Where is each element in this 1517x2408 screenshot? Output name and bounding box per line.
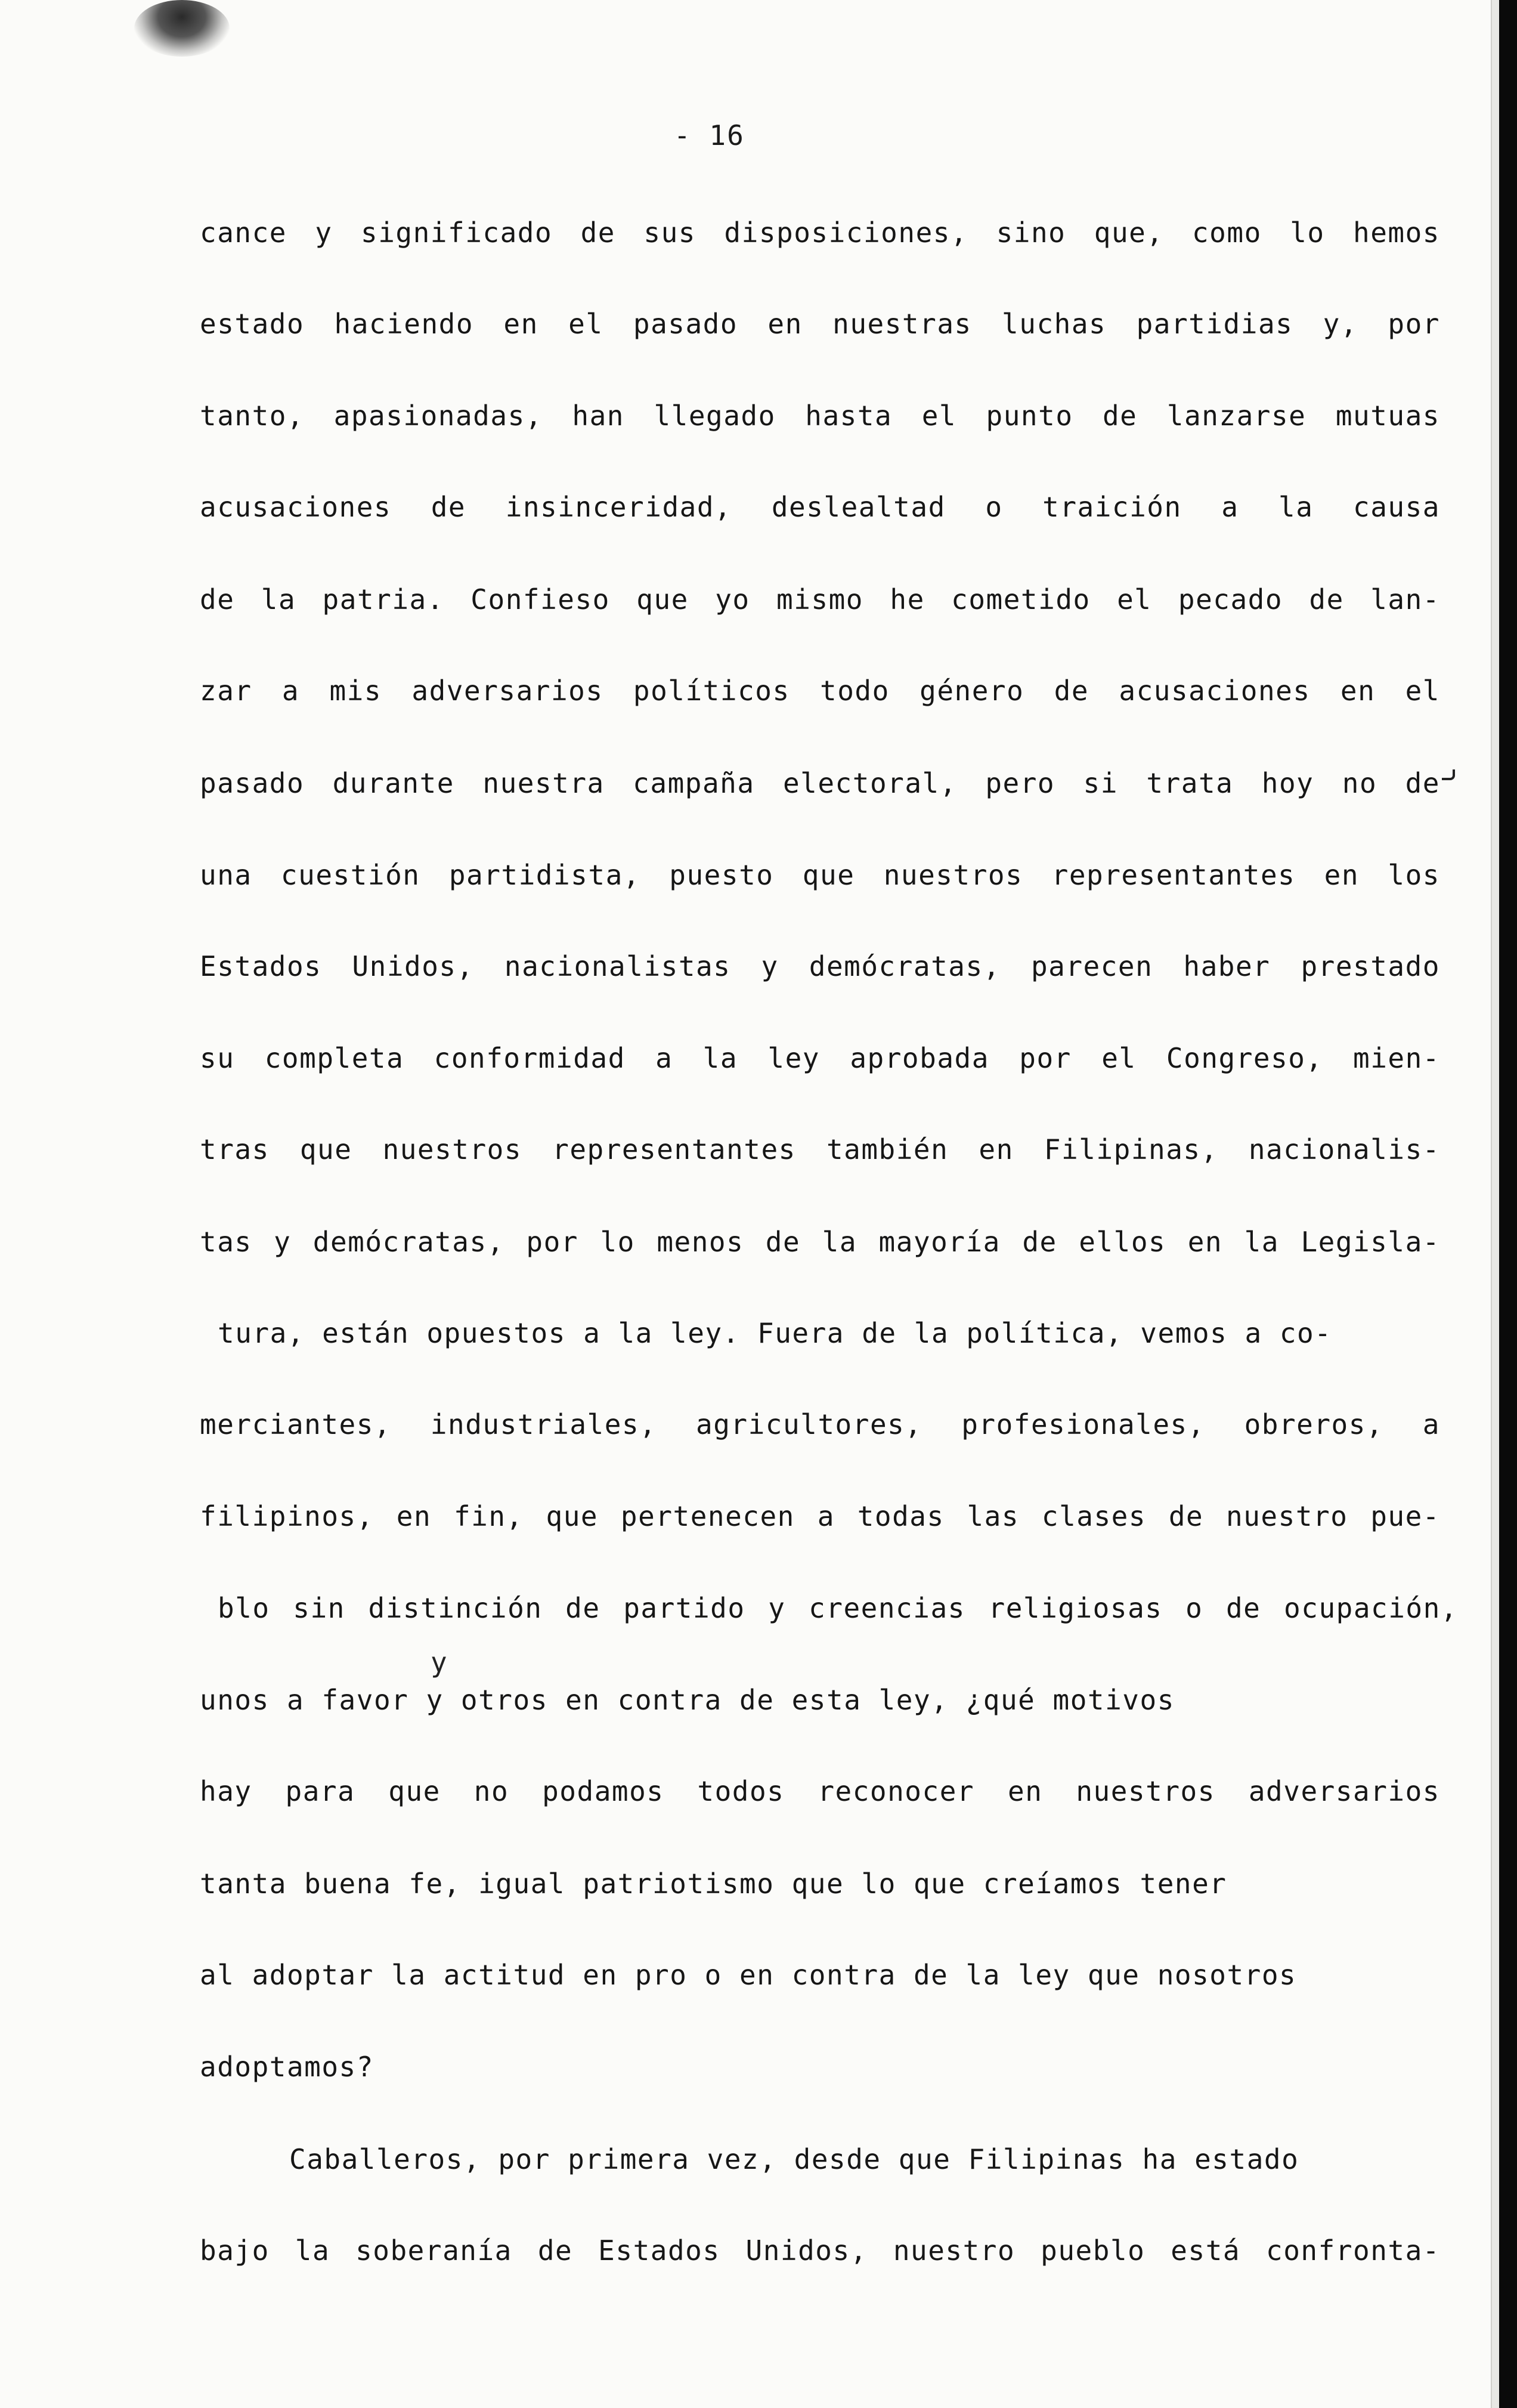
text-line: tura, están opuestos a la ley. Fuera de la política, vemos a co- xyxy=(218,1317,1332,1349)
text-line: de la patria. Confieso que yo mismo he cometido el pecado de lan- xyxy=(200,583,1440,616)
text-line: tras que nuestros representantes también en Filipinas, nacionalis- xyxy=(200,1133,1440,1166)
text-line: tanto, apasionadas, han llegado hasta el punto de lanzarse mutuas xyxy=(200,400,1440,432)
text-line: unos a favor y otros en contra de esta ley, ¿qué motivos xyxy=(200,1684,1175,1716)
ink-smudge xyxy=(134,0,230,57)
text-line: su completa conformidad a la ley aprobada por el Congreso, mien- xyxy=(200,1042,1440,1074)
text-line: acusaciones de insinceridad, deslealtad o traición a la causa xyxy=(200,491,1440,523)
text-line: blo sin distinción de partido y creencias religiosas o de ocupación, xyxy=(218,1592,1458,1624)
paragraph-start-line: Caballeros, por primera vez, desde que Filipinas ha estado xyxy=(289,2143,1299,2175)
text-line: adoptamos? xyxy=(200,2051,374,2083)
text-line: Estados Unidos, nacionalistas y demócratas, parecen haber prestado xyxy=(200,950,1440,982)
interlinear-insert: y xyxy=(431,1646,447,1679)
margin-mark xyxy=(1442,769,1455,780)
text-line: zar a mis adversarios políticos todo género de acusaciones en el xyxy=(200,675,1440,707)
text-line: cance y significado de sus disposiciones, sino que, como lo hemos xyxy=(200,217,1440,249)
text-line: hay para que no podamos todos reconocer en nuestros adversarios xyxy=(200,1775,1440,1807)
text-line: merciantes, industriales, agricultores, profesionales, obreros, a xyxy=(200,1408,1440,1441)
text-line: tanta buena fe, igual patriotismo que lo que creíamos tener xyxy=(200,1868,1227,1900)
text-line: bajo la soberanía de Estados Unidos, nuestro pueblo está confronta- xyxy=(200,2234,1440,2267)
scan-border xyxy=(1499,0,1517,2408)
page-number: - 16 xyxy=(674,119,745,152)
text-line: tas y demócratas, por lo menos de la mayoría de ellos en la Legisla- xyxy=(200,1226,1440,1258)
text-line: una cuestión partidista, puesto que nuestros representantes en los xyxy=(200,859,1440,891)
text-line: estado haciendo en el pasado en nuestras luchas partidias y, por xyxy=(200,308,1440,340)
text-line: filipinos, en fin, que pertenecen a todas las clases de nuestro pue- xyxy=(200,1500,1440,1532)
text-line: pasado durante nuestra campaña electoral, pero si trata hoy no de xyxy=(200,767,1440,799)
text-line: al adoptar la actitud en pro o en contra de la ley que nosotros xyxy=(200,1959,1297,1991)
